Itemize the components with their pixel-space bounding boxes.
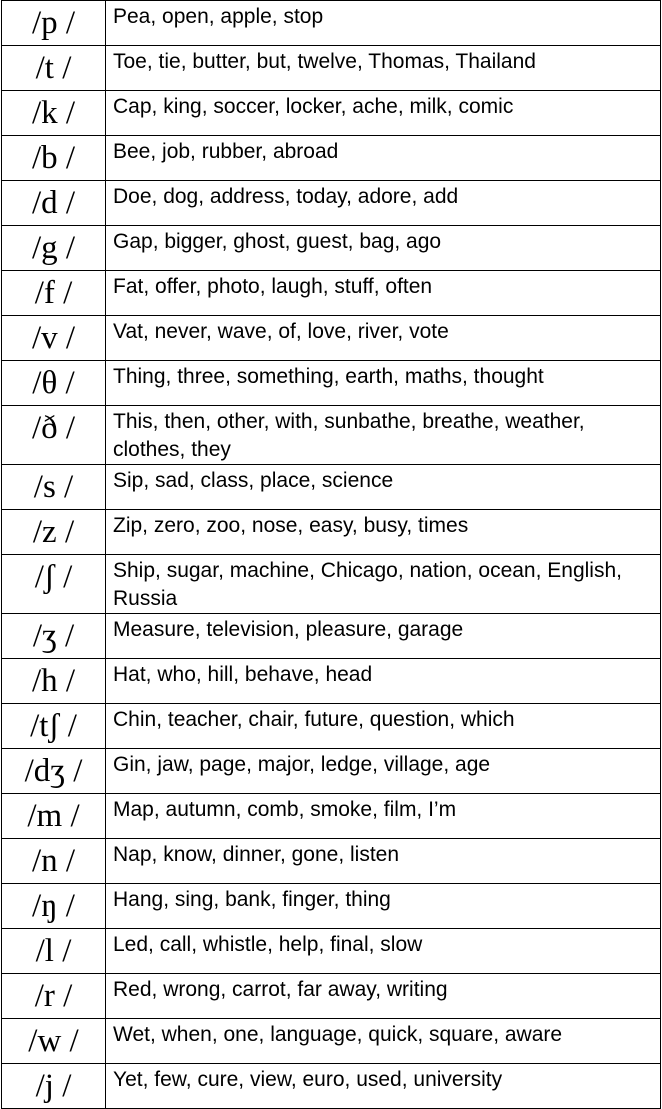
- phoneme-symbol: /w /: [2, 1019, 106, 1064]
- phoneme-symbol: /p /: [2, 1, 106, 46]
- table-row: [2, 1, 661, 46]
- phoneme-symbol: /j /: [2, 1064, 106, 1109]
- table-row: [2, 271, 661, 316]
- table-row: [2, 406, 661, 465]
- phoneme-symbol: /l /: [2, 929, 106, 974]
- table-row: [2, 555, 661, 614]
- phoneme-symbol: /b /: [2, 136, 106, 181]
- example-words: Red, wrong, carrot, far away, writing: [106, 974, 661, 1019]
- table-row: [2, 136, 661, 181]
- example-words: Bee, job, rubber, abroad: [106, 136, 661, 181]
- example-words: Zip, zero, zoo, nose, easy, busy, times: [106, 510, 661, 555]
- example-words: Fat, offer, photo, laugh, stuff, often: [106, 271, 661, 316]
- phoneme-symbol: /d /: [2, 181, 106, 226]
- table-row: [2, 884, 661, 929]
- table-row: [2, 659, 661, 704]
- phoneme-table: [1, 0, 661, 1109]
- example-words: Nap, know, dinner, gone, listen: [106, 839, 661, 884]
- example-words: Led, call, whistle, help, final, slow: [106, 929, 661, 974]
- example-words: Hat, who, hill, behave, head: [106, 659, 661, 704]
- example-words: Pea, open, apple, stop: [106, 1, 661, 46]
- phoneme-symbol: /f /: [2, 271, 106, 316]
- example-words: Map, autumn, comb, smoke, film, I’m: [106, 794, 661, 839]
- phoneme-symbol: /ŋ /: [2, 884, 106, 929]
- table-row: [2, 1019, 661, 1064]
- example-words: Sip, sad, class, place, science: [106, 465, 661, 510]
- table-row: [2, 704, 661, 749]
- phoneme-symbol: /m /: [2, 794, 106, 839]
- example-words: Doe, dog, address, today, adore, add: [106, 181, 661, 226]
- table-row: [2, 974, 661, 1019]
- example-words: Ship, sugar, machine, Chicago, nation, ocean, English, Russia: [106, 555, 661, 614]
- example-words: Wet, when, one, language, quick, square, aware: [106, 1019, 661, 1064]
- example-words: Measure, television, pleasure, garage: [106, 614, 661, 659]
- example-words: Gap, bigger, ghost, guest, bag, ago: [106, 226, 661, 271]
- table-row: [2, 839, 661, 884]
- phoneme-symbol: /n /: [2, 839, 106, 884]
- table-row: [2, 316, 661, 361]
- table-row: [2, 181, 661, 226]
- phoneme-symbol: /g /: [2, 226, 106, 271]
- table-row: [2, 749, 661, 794]
- phoneme-symbol: /θ /: [2, 361, 106, 406]
- phoneme-symbol: /z /: [2, 510, 106, 555]
- table-row: [2, 1064, 661, 1109]
- table-row: [2, 510, 661, 555]
- phoneme-symbol: /ð /: [2, 406, 106, 465]
- example-words: Vat, never, wave, of, love, river, vote: [106, 316, 661, 361]
- phoneme-symbol: /h /: [2, 659, 106, 704]
- example-words: Thing, three, something, earth, maths, thought: [106, 361, 661, 406]
- phoneme-symbol: /dʒ /: [2, 749, 106, 794]
- table-row: [2, 361, 661, 406]
- table-row: [2, 794, 661, 839]
- example-words: Yet, few, cure, view, euro, used, university: [106, 1064, 661, 1109]
- phoneme-symbol: /v /: [2, 316, 106, 361]
- example-words: Cap, king, soccer, locker, ache, milk, comic: [106, 91, 661, 136]
- table-row: [2, 91, 661, 136]
- table-row: [2, 614, 661, 659]
- example-words: Toe, tie, butter, but, twelve, Thomas, Thailand: [106, 46, 661, 91]
- phoneme-symbol: /ʃ /: [2, 555, 106, 614]
- phoneme-symbol: /t /: [2, 46, 106, 91]
- phoneme-symbol: /s /: [2, 465, 106, 510]
- table-row: [2, 929, 661, 974]
- example-words: Chin, teacher, chair, future, question, which: [106, 704, 661, 749]
- phoneme-symbol: /r /: [2, 974, 106, 1019]
- table-row: [2, 226, 661, 271]
- example-words: This, then, other, with, sunbathe, breathe, weather, clothes, they: [106, 406, 661, 465]
- example-words: Hang, sing, bank, finger, thing: [106, 884, 661, 929]
- table-row: [2, 46, 661, 91]
- table-row: [2, 465, 661, 510]
- example-words: Gin, jaw, page, major, ledge, village, age: [106, 749, 661, 794]
- phoneme-symbol: /k /: [2, 91, 106, 136]
- phoneme-symbol: /ʒ /: [2, 614, 106, 659]
- phoneme-symbol: /tʃ /: [2, 704, 106, 749]
